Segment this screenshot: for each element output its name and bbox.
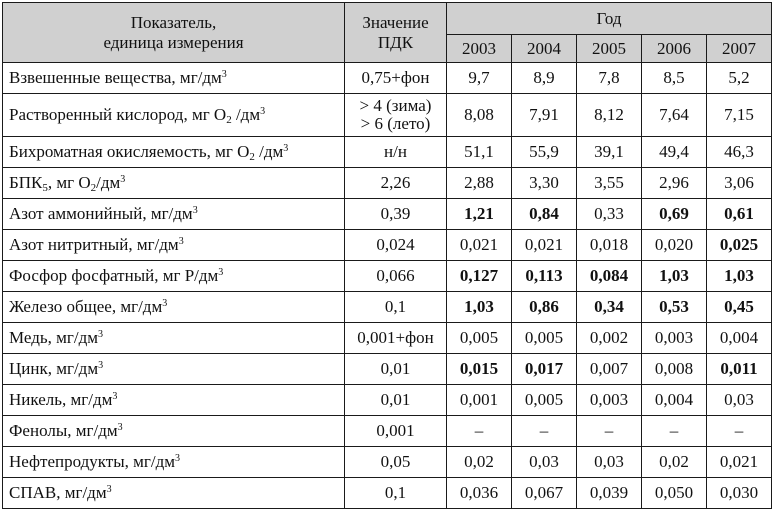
year-value-2003: [447, 323, 512, 354]
text-fragment: 0,03: [724, 390, 754, 409]
text-fragment: 8,5: [663, 68, 685, 87]
text-fragment: 0,039: [589, 483, 629, 502]
year-value-2005: [577, 292, 642, 323]
year-value-2004: [512, 137, 577, 168]
year-value-2005: [577, 168, 642, 199]
text-fragment: Азот аммонийный, мг/дм: [9, 204, 193, 223]
indicator-name: [3, 168, 345, 199]
text-fragment: 2,88: [464, 173, 494, 192]
pdk-value: [345, 199, 447, 230]
text-fragment: 3: [98, 360, 104, 371]
text-fragment: 0,011: [720, 359, 758, 378]
table-row: [3, 230, 772, 261]
text-fragment: 0,84: [529, 204, 559, 223]
text-fragment: 2,96: [659, 173, 689, 192]
year-value-2007: [707, 478, 772, 509]
text-fragment: 3: [218, 267, 224, 278]
text-fragment: 3: [260, 106, 266, 117]
year-value-2006: [642, 447, 707, 478]
pdk-value: [345, 385, 447, 416]
year-value-2003: [447, 168, 512, 199]
text-fragment: 8,12: [594, 105, 624, 124]
year-value-2003: [447, 199, 512, 230]
year-value-2006: [642, 385, 707, 416]
pdk-value: [345, 478, 447, 509]
table-row: [3, 168, 772, 199]
text-fragment: /дм: [96, 173, 121, 192]
year-value-2007: [707, 63, 772, 94]
table-row: [3, 292, 772, 323]
text-fragment: 0,005: [524, 328, 564, 347]
pdk-value: [345, 354, 447, 385]
year-value-2007: [707, 292, 772, 323]
text-fragment: Цинк, мг/дм: [9, 359, 99, 378]
indicator-header-line1: Показатель,: [130, 12, 217, 32]
year-value-2007: [707, 94, 772, 137]
text-fragment: 3: [117, 422, 123, 433]
text-fragment: –: [539, 421, 549, 440]
year-header-2006: 2006: [642, 35, 707, 63]
year-value-2003: [447, 63, 512, 94]
text-fragment: 8,9: [533, 68, 555, 87]
year-value-2005: [577, 323, 642, 354]
text-fragment: 1,21: [464, 204, 494, 223]
pdk-header-line2: ПДК: [377, 32, 414, 52]
text-fragment: 9,7: [468, 68, 490, 87]
text-fragment: 0,066: [376, 266, 415, 286]
table-row: [3, 385, 772, 416]
text-fragment: 0,020: [654, 235, 694, 254]
year-value-2003: [447, 94, 512, 137]
text-fragment: 0,024: [376, 235, 415, 255]
table-row: [3, 478, 772, 509]
text-fragment: 0,021: [719, 452, 759, 471]
year-value-2004: [512, 354, 577, 385]
indicator-name: [3, 478, 345, 509]
text-fragment: 0,34: [594, 297, 624, 316]
text-fragment: Бихроматная окисляемость, мг O: [9, 142, 250, 161]
year-value-2006: [642, 292, 707, 323]
pdk-value: [345, 447, 447, 478]
year-value-2006: [642, 168, 707, 199]
year-value-2006: [642, 63, 707, 94]
table-row: [3, 63, 772, 94]
text-fragment: 0,084: [589, 266, 629, 285]
text-fragment: 0,004: [719, 328, 759, 347]
text-fragment: СПАВ, мг/дм: [9, 483, 107, 502]
text-fragment: 8,08: [464, 105, 494, 124]
text-fragment: > 4 (зима): [359, 96, 432, 116]
text-fragment: 39,1: [594, 142, 624, 161]
text-fragment: 0,002: [589, 328, 629, 347]
text-fragment: 0,004: [654, 390, 694, 409]
text-fragment: 3,06: [724, 173, 754, 192]
text-fragment: –: [669, 421, 679, 440]
year-value-2006: [642, 354, 707, 385]
text-fragment: 0,003: [654, 328, 694, 347]
text-fragment: 2: [249, 151, 255, 163]
year-value-2003: [447, 230, 512, 261]
year-value-2003: [447, 447, 512, 478]
indicator-name: [3, 292, 345, 323]
text-fragment: 5,2: [728, 68, 750, 87]
table-row: [3, 323, 772, 354]
text-fragment: 0,005: [524, 390, 564, 409]
text-fragment: 0,025: [719, 235, 759, 254]
text-fragment: 3: [192, 205, 198, 216]
year-header-2004: 2004: [512, 35, 577, 63]
text-fragment: 0,127: [459, 266, 499, 285]
text-fragment: 0,021: [459, 235, 499, 254]
text-fragment: 0,1: [384, 297, 407, 317]
text-fragment: 46,3: [724, 142, 754, 161]
text-fragment: 0,018: [589, 235, 629, 254]
text-fragment: 0,113: [525, 266, 563, 285]
text-fragment: 1,03: [659, 266, 689, 285]
text-fragment: Никель, мг/дм: [9, 390, 113, 409]
year-value-2004: [512, 199, 577, 230]
text-fragment: 0,1: [384, 483, 407, 503]
pdk-value: [345, 230, 447, 261]
text-fragment: Растворенный кислород, мг O: [9, 105, 227, 124]
year-value-2005: [577, 385, 642, 416]
year-value-2007: [707, 354, 772, 385]
text-fragment: , мг O: [47, 173, 91, 192]
year-value-2005: [577, 447, 642, 478]
year-value-2007: [707, 416, 772, 447]
year-value-2007: [707, 199, 772, 230]
year-value-2004: [512, 323, 577, 354]
pdk-value: [345, 63, 447, 94]
year-value-2007: [707, 261, 772, 292]
table-row: [3, 354, 772, 385]
year-value-2005: [577, 63, 642, 94]
text-fragment: 2: [90, 182, 97, 194]
text-fragment: 0,015: [459, 359, 499, 378]
indicator-name: [3, 385, 345, 416]
text-fragment: 0,003: [589, 390, 629, 409]
text-fragment: 7,8: [598, 68, 620, 87]
indicator-name: [3, 354, 345, 385]
pdk-value: [345, 94, 447, 137]
year-value-2006: [642, 94, 707, 137]
indicator-name: [3, 323, 345, 354]
text-fragment: Медь, мг/дм: [9, 328, 98, 347]
year-header-2007: 2007: [707, 35, 772, 63]
text-fragment: н/н: [384, 142, 407, 162]
text-fragment: 0,02: [464, 452, 494, 471]
text-fragment: 0,007: [589, 359, 629, 378]
year-value-2007: [707, 385, 772, 416]
text-fragment: 0,69: [659, 204, 689, 223]
text-fragment: –: [734, 421, 744, 440]
text-fragment: 0,036: [459, 483, 499, 502]
year-value-2004: [512, 168, 577, 199]
pdk-value: [345, 261, 447, 292]
pdk-header: [345, 3, 447, 63]
year-value-2007: [707, 323, 772, 354]
year-value-2007: [707, 230, 772, 261]
indicator-name: [3, 416, 345, 447]
year-value-2006: [642, 261, 707, 292]
text-fragment: БПК: [9, 173, 43, 192]
year-value-2007: [707, 168, 772, 199]
text-fragment: 0,03: [529, 452, 559, 471]
year-value-2007: [707, 137, 772, 168]
text-fragment: 0,001: [459, 390, 499, 409]
year-value-2004: [512, 261, 577, 292]
year-value-2003: [447, 261, 512, 292]
indicator-name: [3, 137, 345, 168]
year-value-2004: [512, 478, 577, 509]
text-fragment: 0,030: [719, 483, 759, 502]
text-fragment: 0,03: [594, 452, 624, 471]
year-value-2004: [512, 416, 577, 447]
text-fragment: 7,91: [529, 105, 559, 124]
text-fragment: /дм: [254, 142, 284, 161]
year-value-2006: [642, 478, 707, 509]
indicator-name: [3, 63, 345, 94]
text-fragment: 3: [162, 298, 168, 309]
text-fragment: Фосфор фосфатный, мг P/дм: [9, 266, 219, 285]
text-fragment: 3: [120, 174, 126, 185]
text-fragment: 3: [178, 236, 184, 247]
year-value-2006: [642, 230, 707, 261]
year-value-2005: [577, 230, 642, 261]
year-value-2005: [577, 478, 642, 509]
text-fragment: 5: [42, 182, 48, 194]
text-fragment: –: [474, 421, 484, 440]
text-fragment: 0,01: [380, 359, 411, 379]
text-fragment: Взвешенные вещества, мг/дм: [9, 68, 222, 87]
text-fragment: 0,01: [380, 390, 411, 410]
text-fragment: 0,001: [376, 421, 415, 441]
indicator-name: [3, 94, 345, 137]
text-fragment: 49,4: [659, 142, 689, 161]
text-fragment: 0,001+фон: [357, 328, 434, 348]
year-value-2005: [577, 137, 642, 168]
year-value-2006: [642, 137, 707, 168]
text-fragment: /дм: [231, 105, 261, 124]
text-fragment: 0,021: [524, 235, 564, 254]
text-fragment: 0,067: [524, 483, 564, 502]
year-value-2003: [447, 292, 512, 323]
text-fragment: 3: [283, 143, 289, 154]
year-value-2006: [642, 323, 707, 354]
indicator-name: [3, 199, 345, 230]
text-fragment: 7,15: [724, 105, 754, 124]
year-value-2006: [642, 199, 707, 230]
text-fragment: 0,86: [529, 297, 559, 316]
text-fragment: 3: [97, 329, 103, 340]
year-value-2003: [447, 354, 512, 385]
year-header-2005: 2005: [577, 35, 642, 63]
pdk-value: [345, 168, 447, 199]
year-value-2005: [577, 354, 642, 385]
text-fragment: 51,1: [464, 142, 494, 161]
text-fragment: 3: [112, 391, 118, 402]
text-fragment: 3,55: [594, 173, 624, 192]
year-value-2003: [447, 478, 512, 509]
pdk-value: [345, 137, 447, 168]
table-body: [3, 63, 772, 509]
text-fragment: 3: [106, 484, 112, 495]
table-row: [3, 261, 772, 292]
water-quality-table: [2, 2, 772, 509]
year-value-2003: [447, 385, 512, 416]
text-fragment: 0,53: [659, 297, 689, 316]
indicator-header: [3, 3, 345, 63]
table-row: [3, 416, 772, 447]
text-fragment: 3,30: [529, 173, 559, 192]
text-fragment: 0,017: [524, 359, 564, 378]
text-fragment: 0,33: [594, 204, 624, 223]
text-fragment: 0,05: [380, 452, 411, 472]
year-value-2004: [512, 447, 577, 478]
year-value-2004: [512, 63, 577, 94]
text-fragment: 0,75+фон: [361, 68, 430, 88]
text-fragment: 0,050: [654, 483, 694, 502]
text-fragment: 0,005: [459, 328, 499, 347]
year-value-2005: [577, 94, 642, 137]
year-value-2003: [447, 137, 512, 168]
text-fragment: Фенолы, мг/дм: [9, 421, 118, 440]
indicator-name: [3, 230, 345, 261]
text-fragment: Азот нитритный, мг/дм: [9, 235, 179, 254]
year-value-2005: [577, 416, 642, 447]
year-value-2005: [577, 199, 642, 230]
text-fragment: 2: [226, 114, 232, 126]
text-fragment: Железо общее, мг/дм: [9, 297, 163, 316]
table-row: [3, 94, 772, 137]
year-value-2004: [512, 292, 577, 323]
pdk-header-line1: Значение: [362, 12, 429, 32]
year-value-2006: [642, 416, 707, 447]
table-row: [3, 447, 772, 478]
indicator-header-line2: единица измерения: [103, 32, 244, 52]
year-value-2004: [512, 94, 577, 137]
indicator-name: [3, 447, 345, 478]
text-fragment: > 6 (лето): [360, 114, 431, 133]
text-fragment: 7,64: [659, 105, 689, 124]
text-fragment: 0,61: [724, 204, 754, 223]
text-fragment: 0,02: [659, 452, 689, 471]
year-value-2003: [447, 416, 512, 447]
year-value-2004: [512, 385, 577, 416]
text-fragment: 3: [175, 453, 181, 464]
text-fragment: 1,03: [464, 297, 494, 316]
pdk-value: [345, 292, 447, 323]
indicator-name: [3, 261, 345, 292]
text-fragment: 0,39: [380, 204, 411, 224]
text-fragment: –: [604, 421, 614, 440]
text-fragment: 55,9: [529, 142, 559, 161]
year-group-header: Год: [447, 3, 772, 35]
year-value-2004: [512, 230, 577, 261]
year-value-2007: [707, 447, 772, 478]
text-fragment: Нефтепродукты, мг/дм: [9, 452, 176, 471]
text-fragment: 3: [221, 69, 227, 80]
text-fragment: 0,45: [724, 297, 754, 316]
year-header-2003: 2003: [447, 35, 512, 63]
text-fragment: 1,03: [724, 266, 754, 285]
year-value-2005: [577, 261, 642, 292]
text-fragment: 2,26: [380, 173, 411, 193]
text-fragment: 0,008: [654, 359, 694, 378]
pdk-value: [345, 416, 447, 447]
table-row: [3, 199, 772, 230]
table-row: [3, 137, 772, 168]
pdk-value: [345, 323, 447, 354]
